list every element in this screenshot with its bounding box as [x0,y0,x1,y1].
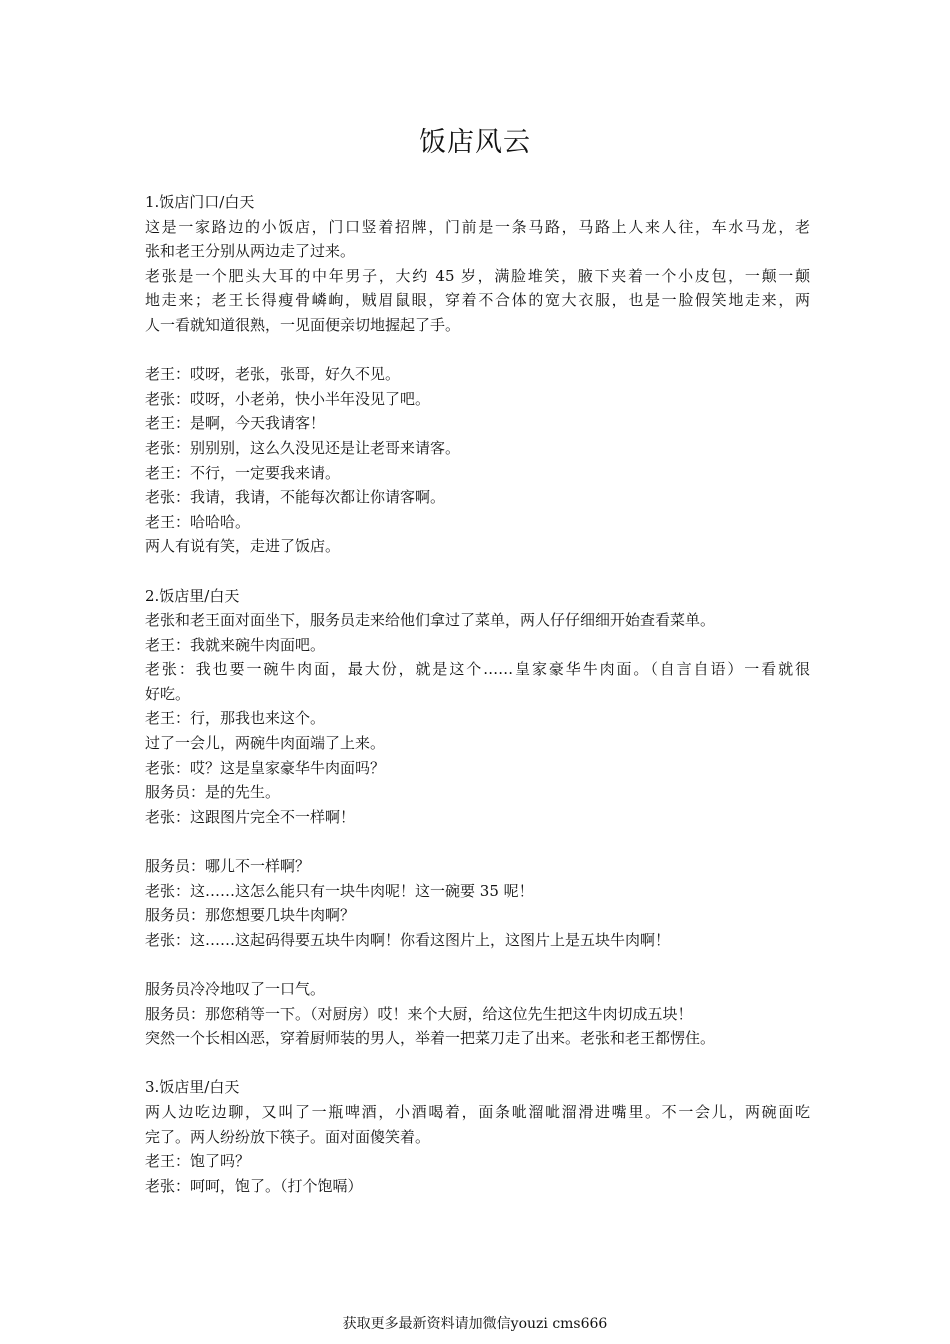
text-line: 人一看就知道很熟，一见面便亲切地握起了手。 [145,315,461,334]
text-line: 两人有说有笑，走进了饭店。 [145,537,341,556]
text-line: 服务员：是的先生。 [145,783,281,802]
scene-heading: 1.饭店门口/白天 [145,193,255,211]
text-line: 老张：别别别，这么久没见还是让老哥来请客。 [145,438,461,457]
text-line: 过了一会儿，两碗牛肉面端了上来。 [145,734,386,753]
text-line: 老王：不行，一定要我来请。 [145,463,341,482]
text-line: 老张：我也要一碗牛肉面，最大份，就是这个……皇家豪华牛肉面。（自言自语）一看就很 [145,660,810,679]
text-line: 完了。两人纷纷放下筷子。面对面傻笑着。 [145,1127,431,1146]
text-line: 老张和老王面对面坐下，服务员走来给他们拿过了菜单，两人仔仔细细开始查看菜单。 [145,611,716,630]
text-line: 老张：我请，我请，不能每次都让你请客啊。 [145,488,446,507]
scene-heading: 3.饭店里/白天 [145,1078,240,1097]
text-line: 地走来；老王长得瘦骨嶙峋，贼眉鼠眼，穿着不合体的宽大衣服，也是一脸假笑地走来，两 [145,291,810,310]
text-line: 老张：哎？这是皇家豪华牛肉面吗？ [145,758,386,777]
text-line: 老王：哈哈哈。 [145,512,251,531]
text-line: 两人边吃边聊，又叫了一瓶啤酒，小酒喝着，面条呲溜呲溜滑进嘴里。不一会儿，两碗面吃 [145,1102,810,1121]
text-line: 服务员：那您想要几块牛肉啊？ [145,906,356,925]
paragraph-gap [145,952,810,977]
text-line: 老王：饱了吗？ [145,1152,251,1171]
text-line: 服务员冷冷地叹了一口气。 [145,980,326,998]
text-line: 张和老王分别从两边走了过来。 [145,242,356,261]
text-line: 老张：这……这起码得要五块牛肉啊！你看这图片上，这图片上是五块牛肉啊！ [145,930,671,949]
text-line: 突然一个长相凶恶，穿着厨师装的男人，举着一把菜刀走了出来。老张和老王都愣住。 [145,1029,716,1048]
text-line: 这是一家路边的小饭店，门口竖着招牌，门前是一条马路，马路上人来人往，车水马龙，老 [145,217,810,236]
text-line: 老王：哎呀，老张，张哥，好久不见。 [145,365,401,384]
text-line: 老张：呵呵，饱了。（打个饱嗝） [145,1176,363,1195]
script-body [145,190,810,1198]
text-line: 老张：这跟图片完全不一样啊！ [145,807,356,826]
text-line: 老王：我就来碗牛肉面吧。 [145,635,326,654]
text-line: 老王：行，那我也来这个。 [145,709,326,728]
page-title: 饭店风云 [419,127,531,158]
paragraph-gap [145,1051,810,1076]
paragraph-gap [145,559,810,584]
text-line: 服务员：哪儿不一样啊？ [145,857,311,876]
text-line: 老王：是啊，今天我请客！ [145,414,326,433]
paragraph-gap [145,338,810,363]
footer-watermark: 获取更多最新资料请加微信youzi cms666 [342,1316,608,1332]
scene-heading: 2.饭店里/白天 [145,586,240,605]
text-line: 好吃。 [145,684,191,703]
text-line: 服务员：那您稍等一下。（对厨房）哎！来个大厨，给这位先生把这牛肉切成五块！ [145,1004,693,1023]
text-line: 老张：哎呀，小老弟，快小半年没见了吧。 [145,389,431,408]
text-line: 老张：这……这怎么能只有一块牛肉呢！这一碗要 35 呢！ [145,881,534,900]
text-line: 老张是一个肥头大耳的中年男子，大约 45 岁，满脸堆笑，腋下夹着一个小皮包，一颠一颠 [145,266,810,285]
paragraph-gap [145,829,810,854]
